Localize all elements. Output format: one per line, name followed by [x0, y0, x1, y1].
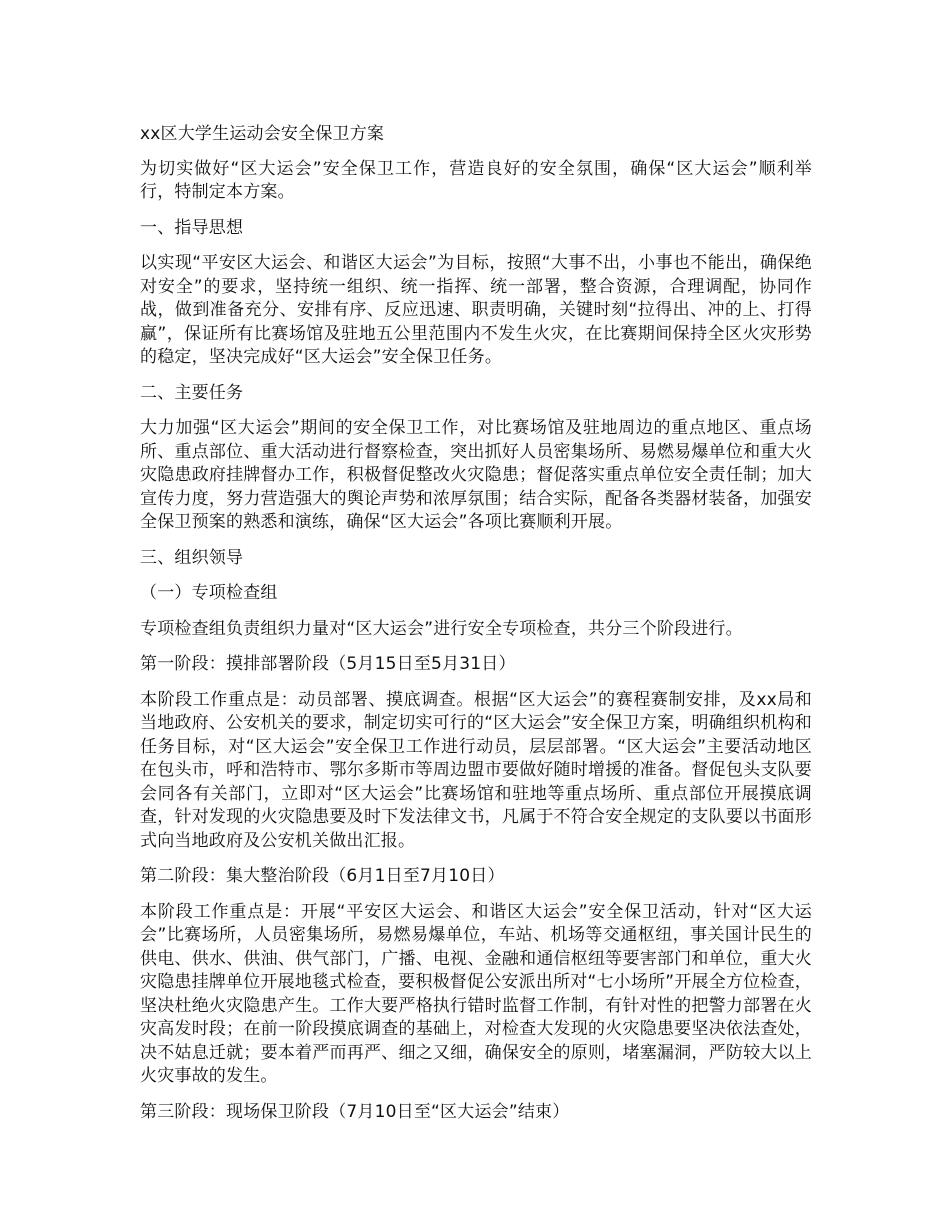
phase-three-heading: 第三阶段：现场保卫阶段（7月10日至“区大运会”结束） — [140, 1101, 570, 1122]
intro-paragraph: 为切实做好“区大运会”安全保卫工作，营造良好的安全氛围，确保“区大运会”顺利举行，特制定本方案。 — [140, 158, 812, 202]
inspection-group-paragraph: 专项检查组负责组织力量对“区大运会”进行安全专项检查，共分三个阶段进行。 — [140, 618, 743, 639]
phase-two-paragraph: 本阶段工作重点是：开展“平安区大运会、和谐区大运会”安全保卫活动，针对“区大运会”比赛场所，人员密集场所，易燃易爆单位，车站、机场等交通枢纽，事关国计民生的供电、供水、供油、供气部门，广播、电视、金融和通信枢纽等要害部门和单位，重大火灾隐患挂牌单位开展地毯式检查，要积极督促公安派出所对“七小场所”开展全方位检查，坚决杜绝火灾隐患产生。工作大要严格执行错时监督工作制，有针对性的把警力部署在火灾高发时段；在前一阶段摸底调查的基础上，对检查大发现的火灾隐患要坚决依法查处，决不姑息迁就；要本着严而再严、细之又细，确保安全的原则，堵塞漏洞，严防较大以上火灾事故的发生。 — [140, 901, 812, 1086]
section-heading-main-tasks: 二、主要任务 — [140, 382, 244, 403]
phase-two-heading: 第二阶段：集大整治阶段（6月1日至7月10日） — [140, 866, 505, 886]
document-page — [140, 123, 812, 1136]
phase-one-paragraph: 本阶段工作重点是：动员部署、摸底调查。根据“区大运会”的赛程赛制安排，及xx局和当地政府、公安机关的要求，制定切实可行的“区大运会”安全保卫方案，明确组织机构和任务目标，对“区大运会”安全保卫工作进行动员，层层部署。“区大运会”主要活动地区在包头市，呼和浩特市、鄂尔多斯市等周边盟市要做好随时增援的准备。督促包头支队要会同各有关部门，立即对“区大运会”比赛场馆和驻地等重点场所、重点部位开展摸底调查，针对发现的火灾隐患要及时下发法律文书，凡属于不符合安全规定的支队要以书面形式向当地政府及公安机关做出汇报。 — [140, 689, 812, 851]
guiding-ideology-paragraph: 以实现“平安区大运会、和谐区大运会”为目标，按照“大事不出，小事也不能出，确保绝对安全”的要求，坚持统一组织、统一指挥、统一部署，整合资源，合理调配，协同作战，做到准备充分、安排有序、反应迅速、职责明确，关键时刻“拉得出、冲的上、打得赢”，保证所有比赛场馆及驻地五公里范围内不发生火灾，在比赛期间保持全区火灾形势的稳定，坚决完成好“区大运会”安全保卫任务。 — [140, 253, 812, 367]
subsection-heading-inspection-group: （一）专项检查组 — [140, 583, 278, 603]
section-heading-organization: 三、组织领导 — [140, 547, 244, 568]
document-title: xx区大学生运动会安全保卫方案 — [140, 124, 385, 144]
section-heading-guiding-ideology: 一、指导思想 — [140, 217, 244, 238]
main-tasks-paragraph: 大力加强“区大运会”期间的安全保卫工作，对比赛场馆及驻地周边的重点地区、重点场所、重点部位、重大活动进行督察检查，突出抓好人员密集场所、易燃易爆单位和重大火灾隐患政府挂牌督办工作，积极督促整改火灾隐患；督促落实重点单位安全责任制；加大宣传力度，努力营造强大的舆论声势和浓厚氛围；结合实际，配备各类器材装备，加强安全保卫预案的熟悉和演练，确保“区大运会”各项比赛顺利开展。 — [140, 418, 812, 532]
phase-one-heading: 第一阶段：摸排部署阶段（5月15日至5月31日） — [140, 654, 516, 674]
